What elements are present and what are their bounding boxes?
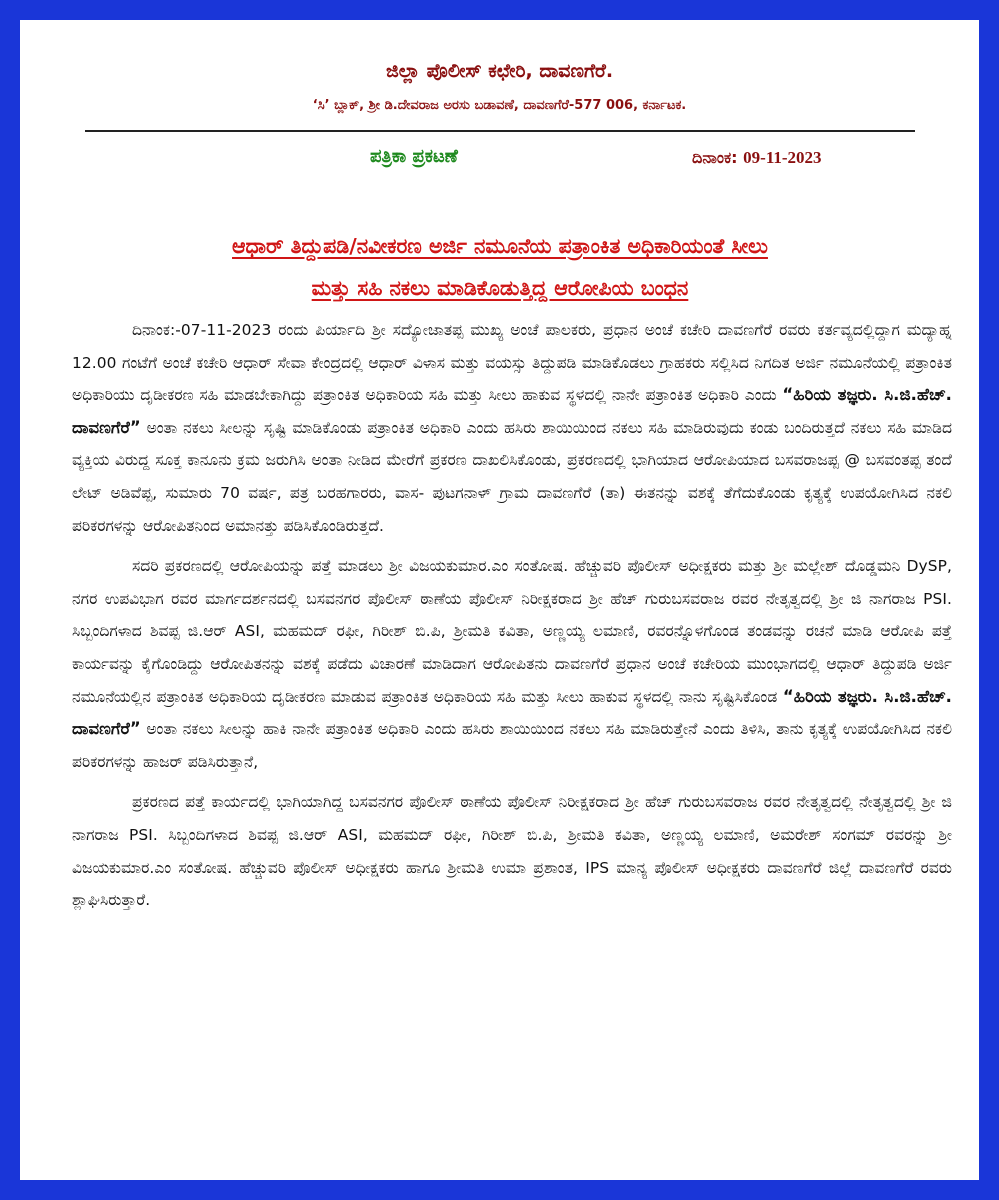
office-title: ಜಿಲ್ಲಾ ಪೊಲೀಸ್ ಕಛೇರಿ, ದಾವಣಗೆರೆ. xyxy=(385,60,614,82)
paragraph-1-text-a: ದಿನಾಂಕ:-07-11-2023 ರಂದು ಪಿರ್ಯಾದಿ ಶ್ರೀ ಸದ್ಯೋಜಾತಪ್ಪ ಮುಖ್ಯ ಅಂಚೆ ಪಾಲಕರು, ಪ್ರಧಾನ ಅಂಚೆ ಕಚೇರಿ ದಾವಣಗೆರೆ ರವರು ಕರ್ತವ್ಯದಲ್ಲಿದ್ದಾಗ ಮದ್ಯಾಹ್ನ 12.00 ಗಂಟೆಗೆ ಅಂಚೆ ಕಚೇರಿ ಆಧಾರ್ ಸೇವಾ ಕೇಂದ್ರದಲ್ಲಿ ಆಧಾರ್ ವಿಳಾಸ ಮತ್ತು ವಯಸ್ಸು ತಿದ್ದುಪಡಿ ಮಾಡಿಕೊಡಲು ಗ್ರಾಹಕರು ಸಲ್ಲಿಸಿದ ನಿಗದಿತ ಅರ್ಜಿ ನಮೂನೆಯಲ್ಲಿ ಪತ್ರಾಂಕಿತ ಅಧಿಕಾರಿಯು ದೃಡೀಕರಣ ಸಹಿ ಮಾಡಬೇಕಾಗಿದ್ದು ಪತ್ರಾಂಕಿತ ಅಧಿಕಾರಿಯ ಸಹಿ ಮತ್ತು ಸೀಲು ಹಾಕುವ ಸ್ಥಳದಲ್ಲಿ ನಾನೇ ಪತ್ರಾಂಕಿತ ಅಧಿಕಾರಿ ಎಂದು xyxy=(72,321,952,405)
fake-seal-quote: “ಹಿರಿಯ ತಜ್ಞರು. ಸಿ.ಜಿ.ಹೆಚ್. ದಾವಣಗೆರೆ” xyxy=(72,686,953,739)
paragraph-2-text-b: ಅಂತಾ ನಕಲು ಸೀಲನ್ನು ಹಾಕಿ ನಾನೇ ಪತ್ರಾಂಕಿತ ಅಧಿಕಾರಿ ಎಂದು ಹಸಿರು ಶಾಯಿಯಿಂದ ನಕಲು ಸಹಿ ಮಾಡಿರುತ್ತೇನೆ ಎಂದು ತಿಳಿಸಿ, ತಾನು ಕೃತ್ಯಕ್ಕೆ ಉಪಯೋಗಿಸಿದ ನಕಲಿ ಪರಿಕರಗಳನ್ನು ಹಾಜರ್ ಪಡಿಸಿರುತ್ತಾನೆ, xyxy=(72,720,952,771)
paragraph-3: ಪ್ರಕರಣದ ಪತ್ತೆ ಕಾರ್ಯದಲ್ಲಿ ಭಾಗಿಯಾಗಿದ್ದ ಬಸವನಗರ ಪೊಲೀಸ್ ಠಾಣೆಯ ಪೊಲೀಸ್ ನಿರೀಕ್ಷಕರಾದ ಶ್ರೀ ಹೆಚ್ ಗುರುಬಸವರಾಜ ರವರ ನೇತೃತ್ವದಲ್ಲಿ ನೇತೃತ್ವದಲ್ಲಿ ಶ್ರೀ ಜಿ ನಾಗರಾಜ PSI. ಸಿಬ್ಬಂದಿಗಳಾದ ಶಿವಪ್ಪ ಜಿ.ಆರ್ ASI, ಮಹಮದ್ ರಫೀ, ಗಿರೀಶ್ ಬಿ.ಪಿ, ಶ್ರೀಮತಿ ಕವಿತಾ, ಅಣ್ಣಯ್ಯ ಲಮಾಣಿ, ಅಮರೇಶ್ ಸಂಗಮ್ ರವರನ್ನು ಶ್ರೀ ವಿಜಯಕುಮಾರ.ಎಂ ಸಂತೋಷ. ಹೆಚ್ಚುವರಿ ಪೊಲೀಸ್ ಅಧೀಕ್ಷಕರು ಹಾಗೂ ಶ್ರೀಮತಿ ಉಮಾ ಪ್ರಶಾಂತ, IPS ಮಾನ್ಯ ಪೊಲೀಸ್ ಅಧೀಕ್ಷಕರು ದಾವಣಗೆರೆ ಜಿಲ್ಲೆ ದಾವಣಗೆರೆ ರವರು ಶ್ಲಾಘಿಸಿರುತ್ತಾರೆ. xyxy=(72,793,952,910)
press-release-label: ಪತ್ರಿಕಾ ಪ್ರಕಟಣೆ xyxy=(370,146,458,167)
date-value: 09-11-2023 xyxy=(743,148,822,167)
paragraph-1 xyxy=(72,314,952,542)
paragraph-2 xyxy=(72,550,952,778)
fake-seal-quote: “ಹಿರಿಯ ತಜ್ಞರು. ಸಿ.ಜಿ.ಹೆಚ್. ದಾವಣಗೆರೆ” xyxy=(72,385,952,437)
date-label: ದಿನಾಂಕ: xyxy=(692,148,738,167)
paragraph-1-text-b: ಅಂತಾ ನಕಲು ಸೀಲನ್ನು ಸೃಷ್ಟಿ ಮಾಡಿಕೊಂಡು ಪತ್ರಾಂಕಿತ ಅಧಿಕಾರಿ ಎಂದು ಹಸಿರು ಶಾಯಿಯಿಂದ ನಕಲು ಸಹಿ ಮಾಡಿರುವುದು ಕಂಡು ಬಂದಿರುತ್ತದೆ ನಕಲು ಸಹಿ ಮಾಡಿದ ವ್ಯಕ್ತಿಯ ವಿರುದ್ದ ಸೂಕ್ತ ಕಾನೂನು ಕ್ರಮ ಜರುಗಿಸಿ ಅಂತಾ ನೀಡಿದ ಮೇರೆಗೆ ಪ್ರಕರಣ ದಾಖಲಿಸಿಕೊಂಡು, ಪ್ರಕರಣದಲ್ಲಿ ಭಾಗಿಯಾದ ಆರೋಪಿಯಾದ ಬಸವರಾಜಪ್ಪ @ ಬಸವಂತಪ್ಪ ತಂದೆ ಲೇಟ್ ಅಡಿವೆಪ್ಪ, ಸುಮಾರು 70 ವರ್ಷ, ಪತ್ರ ಬರಹಗಾರರು, ವಾಸ- ಪುಟಗನಾಳ್ ಗ್ರಾಮ ದಾವಣಗೆರೆ (ತಾ) ಈತನನ್ನು ವಶಕ್ಕೆ ತೆಗೆದುಕೊಂಡು ಕೃತ್ಯಕ್ಕೆ ಉಪಯೋಗಿಸಿದ ನಕಲಿ ಪರಿಕರಗಳನ್ನು ಆರೋಪಿತನಿಂದ ಅಮಾನತ್ತು ಪಡಿಸಿಕೊಂಡಿರುತ್ತದೆ. xyxy=(72,418,952,535)
paragraph-2-text-a: ಸದರಿ ಪ್ರಕರಣದಲ್ಲಿ ಆರೋಪಿಯನ್ನು ಪತ್ತೆ ಮಾಡಲು ಶ್ರೀ ವಿಜಯಕುಮಾರ.ಎಂ ಸಂತೋಷ. ಹೆಚ್ಚುವರಿ ಪೊಲೀಸ್ ಅಧೀಕ್ಷಕರು ಮತ್ತು ಶ್ರೀ ಮಲ್ಲೇಶ್ ದೊಡ್ಡಮನಿ DySP, ನಗರ ಉಪವಿಭಾಗ ರವರ ಮಾರ್ಗದರ್ಶನದಲ್ಲಿ ಬಸವನಗರ ಪೊಲೀಸ್ ಠಾಣೆಯ ಪೊಲೀಸ್ ನಿರೀಕ್ಷಕರಾದ ಶ್ರೀ ಹೆಚ್ ಗುರುಬಸವರಾಜ ರವರ ನೇತೃತ್ವದಲ್ಲಿ ಶ್ರೀ ಜಿ ನಾಗರಾಜ PSI. ಸಿಬ್ಬಂದಿಗಳಾದ ಶಿವಪ್ಪ ಜಿ.ಆರ್ ASI, ಮಹಮದ್ ರಫೀ, ಗಿರೀಶ್ ಬಿ.ಪಿ, ಶ್ರೀಮತಿ ಕವಿತಾ, ಅಣ್ಣಯ್ಯ ಲಮಾಣಿ, ರವರನ್ನೊಳಗೊಂಡ ತಂಡವನ್ನು ರಚನೆ ಮಾಡಿ ಆರೋಪಿ ಪತ್ತೆ ಕಾರ್ಯವನ್ನು ಕೈಗೊಂಡಿದ್ದು ಆರೋಪಿತನನ್ನು ವಶಕ್ಕೆ ಪಡೆದು ವಿಚಾರಣೆ ಮಾಡಿದಾಗ ಆರೋಪಿತನು ದಾವಣಗೆರೆ ಪ್ರಧಾನ ಅಂಚೆ ಕಚೇರಿಯ ಮುಂಭಾಗದಲ್ಲಿ ಆಧಾರ್ ತಿದ್ದುಪಡಿ ಅರ್ಜಿ ನಮೂನೆಯಲ್ಲಿನ ಪತ್ರಾಂಕಿತ ಅಧಿಕಾರಿಯ ದೃಡೀಕರಣ ಮಾಡುವ ಪತ್ರಾಂಕಿತ ಅಧಿಕಾರಿಯ ಸಹಿ ಮತ್ತು ಸೀಲು ಹಾಕುವ ಸ್ಥಳದಲ್ಲಿ ನಾನು ಸೃಷ್ಟಿಸಿಕೊಂಡ xyxy=(72,557,952,706)
headline-line-2: ಮತ್ತು ಸಹಿ ನಕಲು ಮಾಡಿಕೊಡುತ್ತಿದ್ದ ಆರೋಪಿಯ ಬಂಧನ xyxy=(311,276,689,300)
press-release-page xyxy=(20,20,979,1180)
headline-line-1: ಆಧಾರ್ ತಿದ್ದುಪಡಿ/ನವೀಕರಣ ಅರ್ಜಿ ನಮೂನೆಯ ಪತ್ರಾಂಕಿತ ಅಧಿಕಾರಿಯಂತೆ ಸೀಲು xyxy=(232,234,768,258)
article-body xyxy=(72,314,952,917)
header-divider xyxy=(85,130,915,132)
release-date xyxy=(692,148,822,168)
office-address: ‘ಸಿ’ ಬ್ಲಾಕ್, ಶ್ರೀ ಡಿ.ದೇವರಾಜ ಅರಸು ಬಡಾವಣೆ, ದಾವಣಗೆರೆ-577 006, ಕರ್ನಾಟಕ. xyxy=(312,98,687,113)
